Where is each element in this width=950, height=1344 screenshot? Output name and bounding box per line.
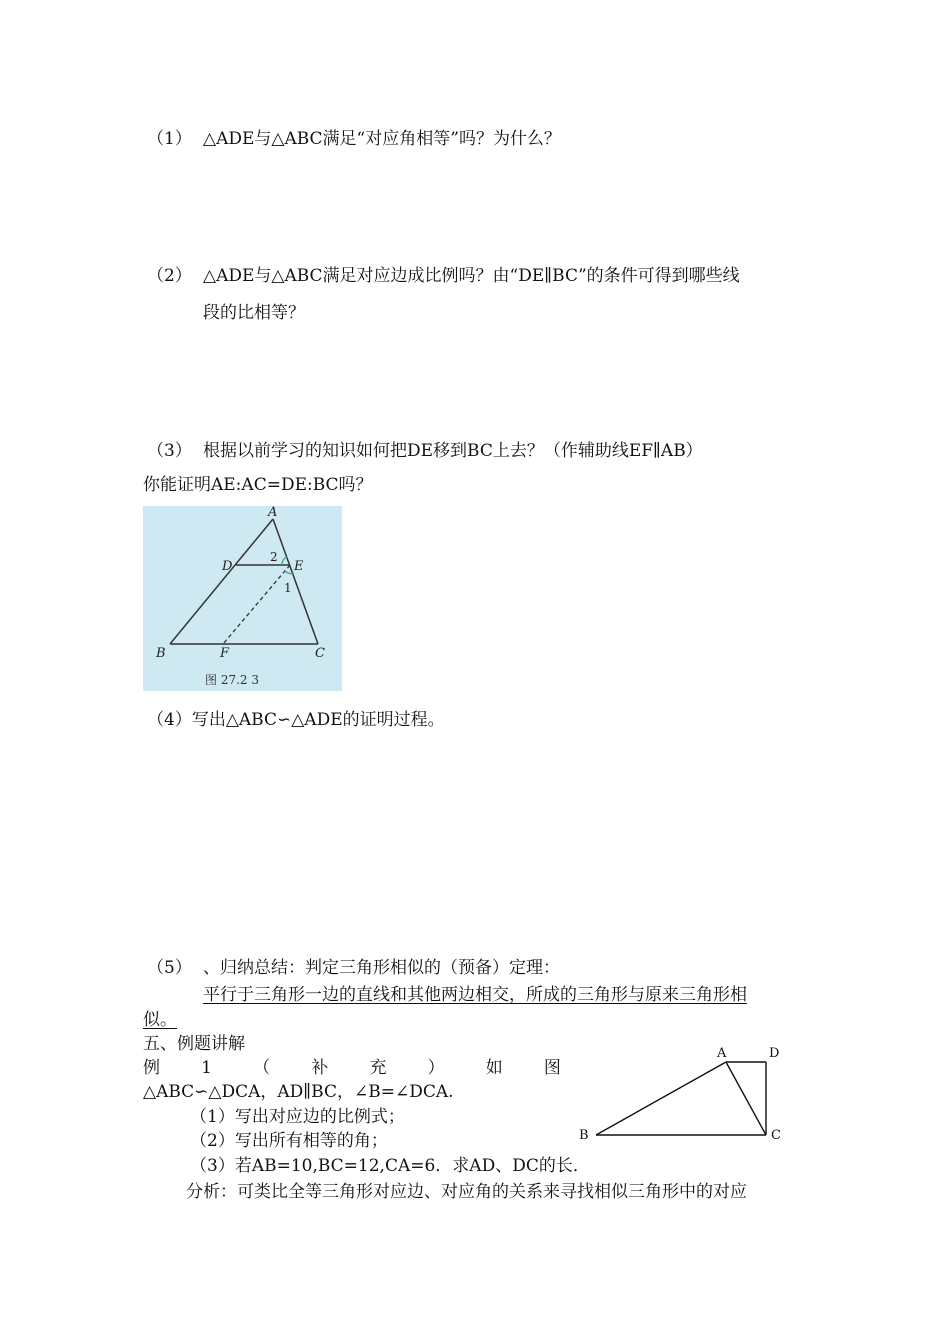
example-analysis: 分析：可类比全等三角形对应边、对应角的关系来寻找相似三角形中的对应 <box>186 1182 747 1202</box>
label-b: B <box>579 1128 589 1143</box>
label-angle-2: 2 <box>270 550 278 564</box>
segment-ac <box>726 1062 766 1135</box>
q3-text: 根据以前学习的知识如何把DE移到BC上去？（作辅助线EF∥AB） <box>203 441 703 461</box>
segment-ab <box>596 1062 726 1135</box>
q3-number: （3） <box>147 441 192 461</box>
segment-ef <box>223 565 290 644</box>
q5-number: （5） <box>147 958 192 978</box>
example-title <box>143 1057 561 1079</box>
side-ac <box>273 519 318 644</box>
example-word: （ <box>253 1058 271 1078</box>
label-e: E <box>294 559 304 574</box>
label-b: B <box>156 646 166 661</box>
example-word: ） <box>427 1058 445 1078</box>
example-condition: △ABC∽△DCA，AD∥BC，∠B=∠DCA. <box>143 1082 454 1102</box>
trapezoid-figure-2 <box>572 1040 812 1150</box>
label-c: C <box>771 1128 781 1143</box>
q4-text: （4）写出△ABC∽△ADE的证明过程。 <box>147 710 445 730</box>
q2-text-cont: 段的比相等？ <box>203 303 305 323</box>
q1-text: △ADE与△ABC满足“对应角相等”吗？为什么？ <box>203 129 561 149</box>
label-d: D <box>222 559 233 574</box>
angle-2-mark <box>282 557 287 565</box>
label-angle-1: 1 <box>284 581 292 595</box>
q5-text: 、归纳总结：判定三角形相似的（预备）定理： <box>203 958 560 978</box>
triangle-figure-1 <box>143 506 342 691</box>
example-sub-2: （2）写出所有相等的角； <box>190 1131 388 1151</box>
example-word: 充 <box>369 1058 387 1078</box>
label-a: A <box>268 506 278 520</box>
theorem-line-2: 似。 <box>143 1010 177 1030</box>
example-sub-3: （3）若AB=10,BC=12,CA=6．求AD、DC的长． <box>190 1156 590 1176</box>
theorem-line-1: 平行于三角形一边的直线和其他两边相交，所成的三角形与原来三角形相 <box>203 985 747 1005</box>
q3-text-cont: 你能证明AE:AC=DE:BC吗？ <box>143 475 373 495</box>
example-word: 图 <box>543 1058 561 1078</box>
figure-caption: 图 27.2 3 <box>205 673 259 687</box>
q2-text: △ADE与△ABC满足对应边成比例吗？由“DE∥BC”的条件可得到哪些线 <box>203 266 740 286</box>
label-d: D <box>769 1046 780 1061</box>
q1-number: （1） <box>147 129 192 149</box>
label-f: F <box>220 646 230 661</box>
example-word: 补 <box>311 1058 329 1078</box>
example-word: 如 <box>485 1058 503 1078</box>
example-sub-1: （1）写出对应边的比例式； <box>190 1107 405 1127</box>
example-word: 1 <box>201 1058 212 1078</box>
example-word: 例 <box>143 1058 160 1078</box>
side-ab <box>170 519 273 644</box>
label-a: A <box>717 1046 727 1061</box>
section-heading: 五、例题讲解 <box>143 1034 245 1054</box>
q2-number: （2） <box>147 266 192 286</box>
label-c: C <box>315 646 325 661</box>
